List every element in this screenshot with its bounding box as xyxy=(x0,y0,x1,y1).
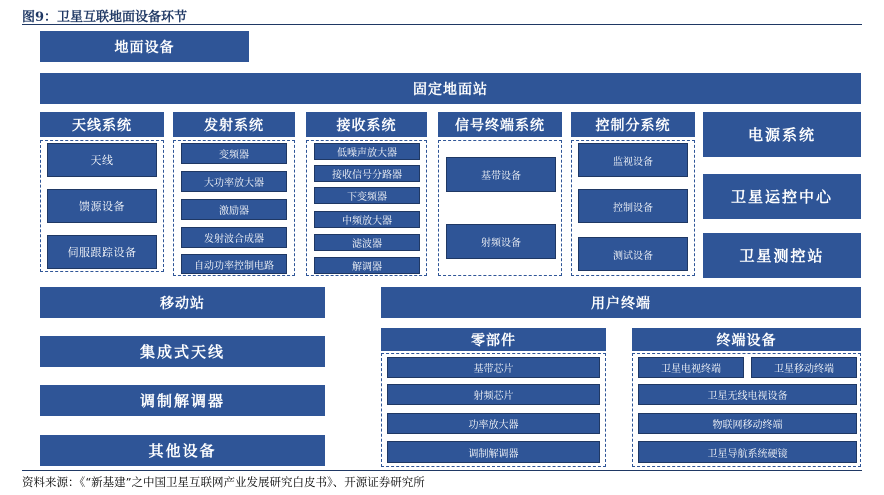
integrated-antenna: 集成式天线 xyxy=(40,336,325,367)
receive-system-group xyxy=(306,140,427,276)
power-amplifier-item: 功率放大器 xyxy=(387,413,600,434)
down-converter-item: 下变频器 xyxy=(314,187,420,204)
low-noise-amplifier-item: 低噪声放大器 xyxy=(314,143,420,160)
receive-system-header: 接收系统 xyxy=(306,112,427,137)
transmit-system-header: 发射系统 xyxy=(173,112,295,137)
if-amplifier-item: 中频放大器 xyxy=(314,211,420,228)
demodulator-item: 解调器 xyxy=(314,257,420,274)
source-note: 资料来源：《“新基建”之中国卫星互联网产业发展研究白皮书》、开源证券研究所 xyxy=(22,475,425,489)
satellite-ops-center: 卫星运控中心 xyxy=(703,174,861,219)
antenna-system-header: 天线系统 xyxy=(40,112,164,137)
servo-tracking-item: 伺服跟踪设备 xyxy=(47,235,157,269)
fixed-ground-station: 固定地面站 xyxy=(40,73,861,104)
mobile-station-header: 移动站 xyxy=(40,287,325,318)
user-terminal-header: 用户终端 xyxy=(381,287,861,318)
signal-terminal-divider xyxy=(446,206,556,210)
parts-header: 零部件 xyxy=(381,328,606,351)
other-equipment: 其他设备 xyxy=(40,435,325,466)
baseband-equipment-item: 基带设备 xyxy=(446,157,556,192)
satellite-tt-station: 卫星测控站 xyxy=(703,233,861,278)
iot-mobile-terminal-item: 物联网移动终端 xyxy=(638,413,857,434)
power-system: 电源系统 xyxy=(703,112,861,157)
test-equipment-item: 测试设备 xyxy=(578,237,688,271)
satellite-wireless-tv-item: 卫星无线电视设备 xyxy=(638,384,857,405)
modem-chip-item: 调制解调器 xyxy=(387,441,600,463)
rf-chip-item: 射频芯片 xyxy=(387,384,600,405)
antenna-item: 天线 xyxy=(47,143,157,177)
control-equipment-item: 控制设备 xyxy=(578,189,688,223)
root-ground-equipment: 地面设备 xyxy=(40,31,249,62)
rf-equipment-item: 射频设备 xyxy=(446,224,556,259)
baseband-chip-item: 基带芯片 xyxy=(387,357,600,378)
auto-power-control-item: 自动功率控制电路 xyxy=(181,254,287,274)
feed-equipment-item: 馈源设备 xyxy=(47,189,157,223)
satellite-mobile-terminal-item: 卫星移动终端 xyxy=(751,357,857,378)
satellite-tv-terminal-item: 卫星电视终端 xyxy=(638,357,744,378)
transmit-combiner-item: 发射波合成器 xyxy=(181,227,287,248)
signal-terminal-header: 信号终端系统 xyxy=(438,112,562,137)
filter-item: 滤波器 xyxy=(314,234,420,251)
terminal-devices-header: 终端设备 xyxy=(632,328,861,351)
control-subsystem-header: 控制分系统 xyxy=(571,112,695,137)
modem: 调制解调器 xyxy=(40,385,325,416)
receive-splitter-item: 接收信号分路器 xyxy=(314,165,420,182)
exciter-item: 激励器 xyxy=(181,199,287,220)
top-rule xyxy=(22,24,862,25)
monitoring-equipment-item: 监视设备 xyxy=(578,143,688,177)
satellite-navigation-item: 卫星导航系统硬镜 xyxy=(638,441,857,463)
high-power-amplifier-item: 大功率放大器 xyxy=(181,171,287,192)
frequency-converter-item: 变频器 xyxy=(181,143,287,164)
figure-title: 图9：卫星互联地面设备环节 xyxy=(22,10,188,25)
bottom-rule xyxy=(22,470,862,471)
